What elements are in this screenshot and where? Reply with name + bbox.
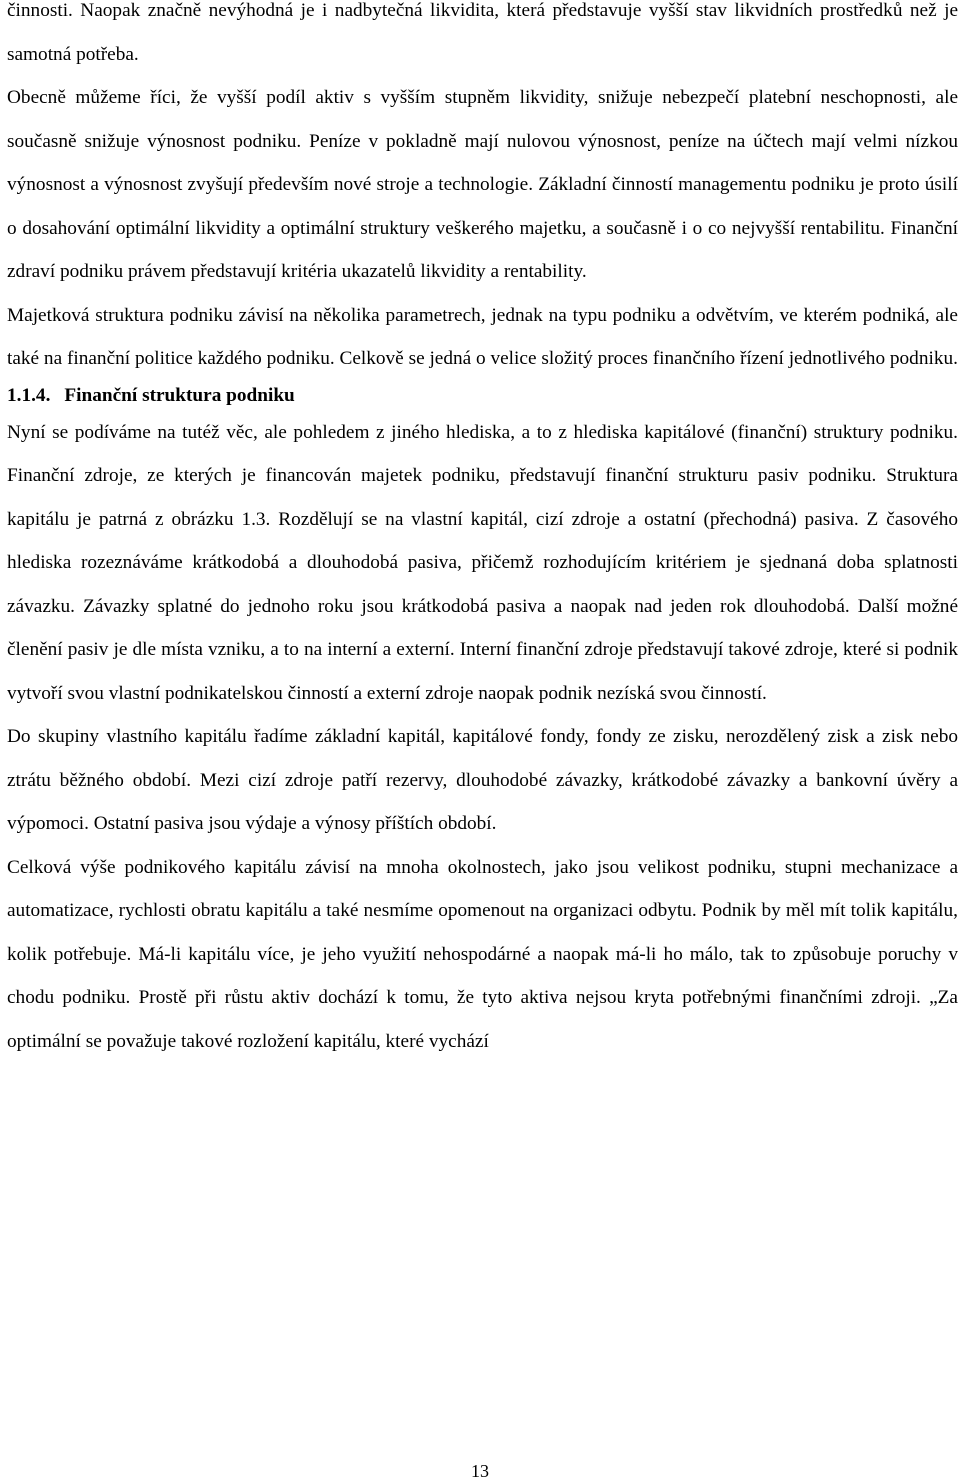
paragraph-obecne: Obecně můžeme říci, že vyšší podíl aktiv s vyšším stupněm likvidity, snižuje nebezpečí platební neschopnosti, ale současně snižuje výnosnost podniku. Peníze v pokladně mají nulovou výnosnost, peníze na účtech mají velmi nízkou výnosnost a výnosnost zvyšují především nové stroje a technologie. Základní činností managementu podniku je proto úsilí o dosahování optimální likvidity a optimální struktury veškerého majetku, a současně i o co nejvyšší rentabilitu. Finanční zdraví podniku právem představují kritéria ukazatelů likvidity a rentability. <box>7 87 958 282</box>
paragraph-financni-struktura: Nyní se podíváme na tutéž věc, ale pohledem z jiného hlediska, a to z hlediska kapitálové (finanční) struktury podniku. Finanční zdroje, ze kterých je financován majetek podniku, představují finanční strukturu pasiv podniku. Struktura kapitálu je patrná z obrázku 1.3. Rozdělují se na vlastní kapitál, cizí zdroje a ostatní (přechodná) pasiva. Z časového hlediska rozeznáváme krátkodobá a dlouhodobá pasiva, přičemž rozhodujícím kritériem je sjednaná doba splatnosti závazku. Závazky splatné do jednoho roku jsou krátkodobá pasiva a naopak nad jeden rok dlouhodobá. Další možné členění pasiv je dle místa vzniku, a to na interní a externí. Interní finanční zdroje představují takové zdroje, které si podnik vytvoří svou vlastní podnikatelskou činností a externí zdroje naopak podnik nezíská svou činností. <box>7 421 958 704</box>
paragraph-majetkova-struktura: Majetková struktura podniku závisí na několika parametrech, jednak na typu podniku a odvětvím, ve kterém podniká, ale také na finanční politice každého podniku. Celkově se jedná o velice složitý proces finančního řízení jednotlivého podniku. <box>7 304 958 369</box>
section-title: Finanční struktura podniku <box>64 384 295 406</box>
paragraph-celkova-vyse: Celková výše podnikového kapitálu závisí na mnoha okolnostech, jako jsou velikost podniku, stupni mechanizace a automatizace, rychlosti obratu kapitálu a také nesmíme opomenout na organizaci odbytu. Podnik by měl mít tolik kapitálu, kolik potřebuje. Má-li kapitálu více, je jeho využití nehospodárné a naopak má-li ho málo, tak to způsobuje poruchy v chodu podniku. Prostě při růstu aktiv dochází k tomu, že tyto aktiva nejsou kryta potřebnými finančními zdroji. „Za optimální se považuje takové rozložení kapitálu, které vychází <box>7 856 958 1052</box>
paragraph-likvidita: činnosti. Naopak značně nevýhodná je i nadbytečná likvidita, která představuje vyšší stav likvidních prostředků než je samotná potřeba. <box>7 0 958 65</box>
document-page <box>7 0 958 1063</box>
section-number: 1.1.4. <box>7 384 51 406</box>
paragraph-vlastni-kapital: Do skupiny vlastního kapitálu řadíme základní kapitál, kapitálové fondy, fondy ze zisku, nerozdělený zisk a zisk nebo ztrátu běžného období. Mezi cizí zdroje patří rezervy, dlouhodobé závazky, krátkodobé závazky a bankovní úvěry a výpomoci. Ostatní pasiva jsou výdaje a výnosy příštích období. <box>7 726 958 834</box>
section-heading <box>7 381 958 411</box>
page-number: 13 <box>471 1461 489 1481</box>
